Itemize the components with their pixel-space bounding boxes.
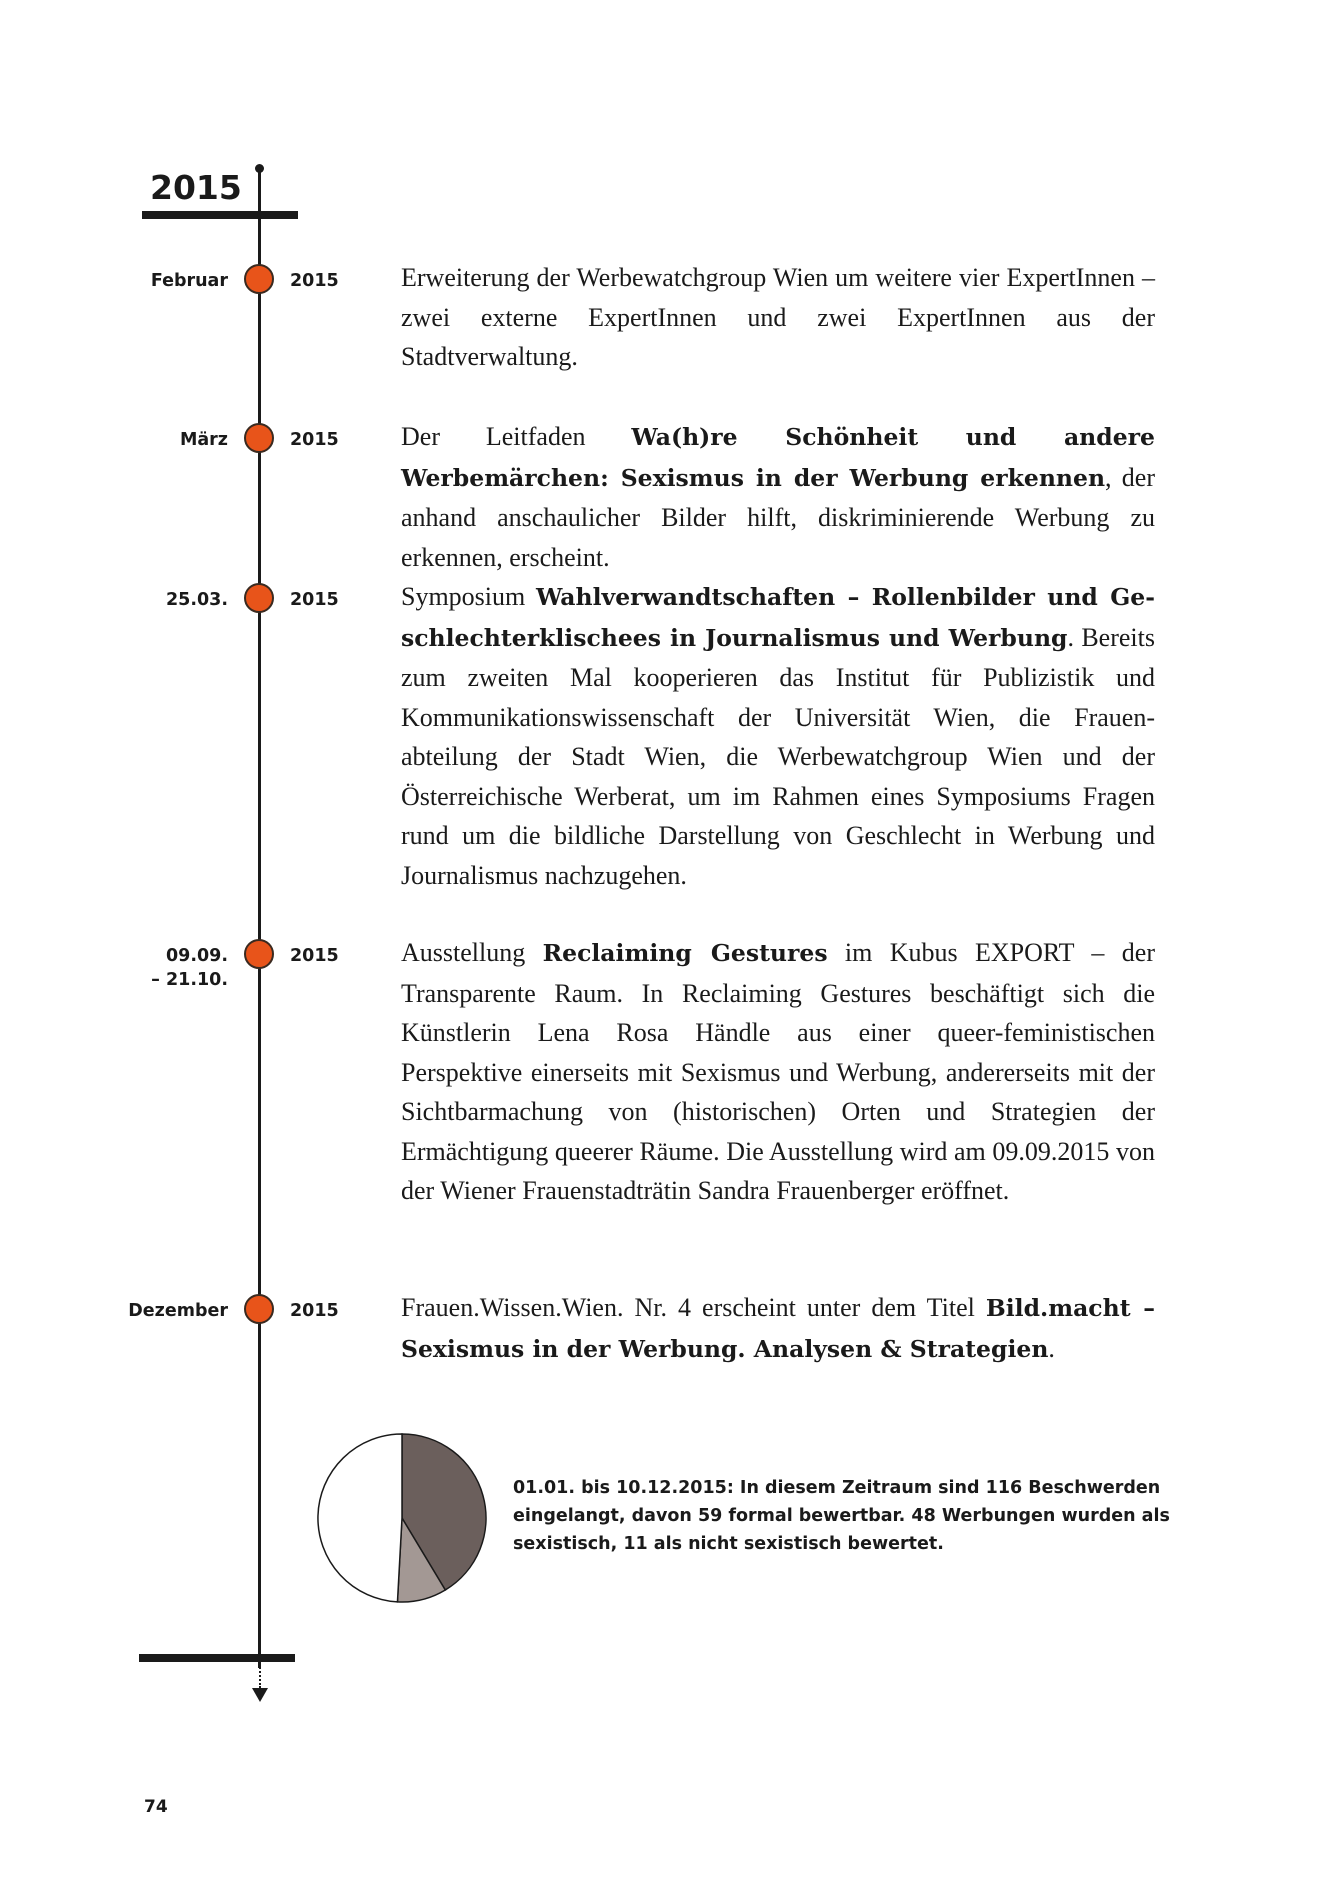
- event-date: Februar: [150, 271, 228, 291]
- event-date: 25.03.: [165, 590, 228, 610]
- timeline-marker-dot: [244, 939, 274, 969]
- page-title-year: 2015: [150, 168, 242, 207]
- pie-chart-caption: 01.01. bis 10.12.2015: In diesem Zeitraum sind 116 Beschwerden eingelangt, davon 59 formal bewertbar. 48 Werbungen wurden als sexistisch, 11 als nicht sexistisch bewertet.: [513, 1478, 1170, 1554]
- event-year: 2015: [290, 590, 339, 610]
- event-year: 2015: [290, 430, 339, 450]
- timeline-axis: [258, 168, 261, 1668]
- event-title-bold: Reclaiming Gestures: [542, 939, 828, 967]
- event-text-segment: , der anhand anschaulicher Bilder hilft, diskriminierende Werbung zu erkennen, erscheint.: [401, 462, 1155, 572]
- event-text-segment: Erweiterung der Werbewatchgroup Wien um weitere vier ExpertInnen – zwei externe ExpertInnen und zwei ExpertInnen aus der Stadtverwaltung.: [401, 263, 1155, 371]
- event-description: [401, 417, 1155, 577]
- timeline-marker-dot: [244, 264, 274, 294]
- timeline-marker-dot: [244, 1294, 274, 1324]
- pie-chart-svg: [316, 1432, 488, 1604]
- pie-slice-nicht-formal-bewertbar: [318, 1434, 402, 1602]
- event-text-segment: Der Leitfaden: [401, 422, 632, 451]
- event-title-bold: Bild.macht – Sexismus in der Werbung. Analysen & Strategien: [401, 1294, 1156, 1363]
- event-description: [401, 577, 1155, 895]
- event-date: 09.09. – 21.10.: [151, 946, 228, 990]
- page-number: 74: [144, 1797, 168, 1817]
- event-text-segment: Ausstellung: [401, 938, 543, 967]
- event-description: [401, 933, 1155, 1211]
- event-year: 2015: [290, 1301, 339, 1321]
- arrow-down-icon: [252, 1688, 268, 1702]
- event-title-bold: Wa(h)re Schönheit und andere Werbemärchen: Sexismus in der Werbung erkennen: [401, 423, 1155, 492]
- event-text-segment: Symposium: [401, 582, 536, 611]
- event-date: März: [179, 430, 228, 450]
- event-text-segment: im Kubus EXPORT – der Transparente Raum. In Reclaiming Gestures beschäftigt sich die Künstlerin Lena Rosa Händle aus einer queer-feministischen Perspektive einerseits mit Sexismus und Werbung, andererseits mit der Sichtbarmachung von (historischen) Orten und Strategien der Ermächtigung queerer Räume. Die Ausstellung wird am 09.09.2015 von der Wiener Frauenstadträtin Sandra Frauenberger eröffnet.: [401, 938, 1155, 1205]
- event-title-bold: Wahlverwandtschaften – Rollenbilder und Geschlechterklischees in Journalismus und Werbung: [401, 583, 1155, 652]
- event-text-segment: .: [1048, 1333, 1055, 1363]
- event-year: 2015: [290, 271, 339, 291]
- event-text-segment: Frauen.Wissen.Wien. Nr. 4 erscheint unter dem Titel: [401, 1293, 986, 1322]
- complaints-pie-chart: [316, 1432, 488, 1604]
- event-text-segment: . Bereits zum zweiten Mal kooperieren das Institut für Publizistik und Kommunikationswissenschaft der Universität Wien, die Frauenabteilung der Stadt Wien, die Werbewatchgroup Wien und der Österreichische Werberat, um im Rahmen eines Symposiums Fragen rund um die bildliche Darstellung von Geschlecht in Werbung und Journalismus nachzugehen.: [401, 622, 1155, 890]
- timeline-marker-dot: [244, 583, 274, 613]
- timeline-axis-dotted-tail: [259, 1660, 261, 1688]
- timeline-marker-dot: [244, 423, 274, 453]
- event-date: Dezember: [128, 1301, 228, 1321]
- event-description: [401, 258, 1155, 377]
- event-year: 2015: [290, 946, 339, 966]
- event-description: [401, 1288, 1155, 1369]
- title-underline-bar: [142, 211, 298, 219]
- timeline-end-bar: [139, 1654, 295, 1662]
